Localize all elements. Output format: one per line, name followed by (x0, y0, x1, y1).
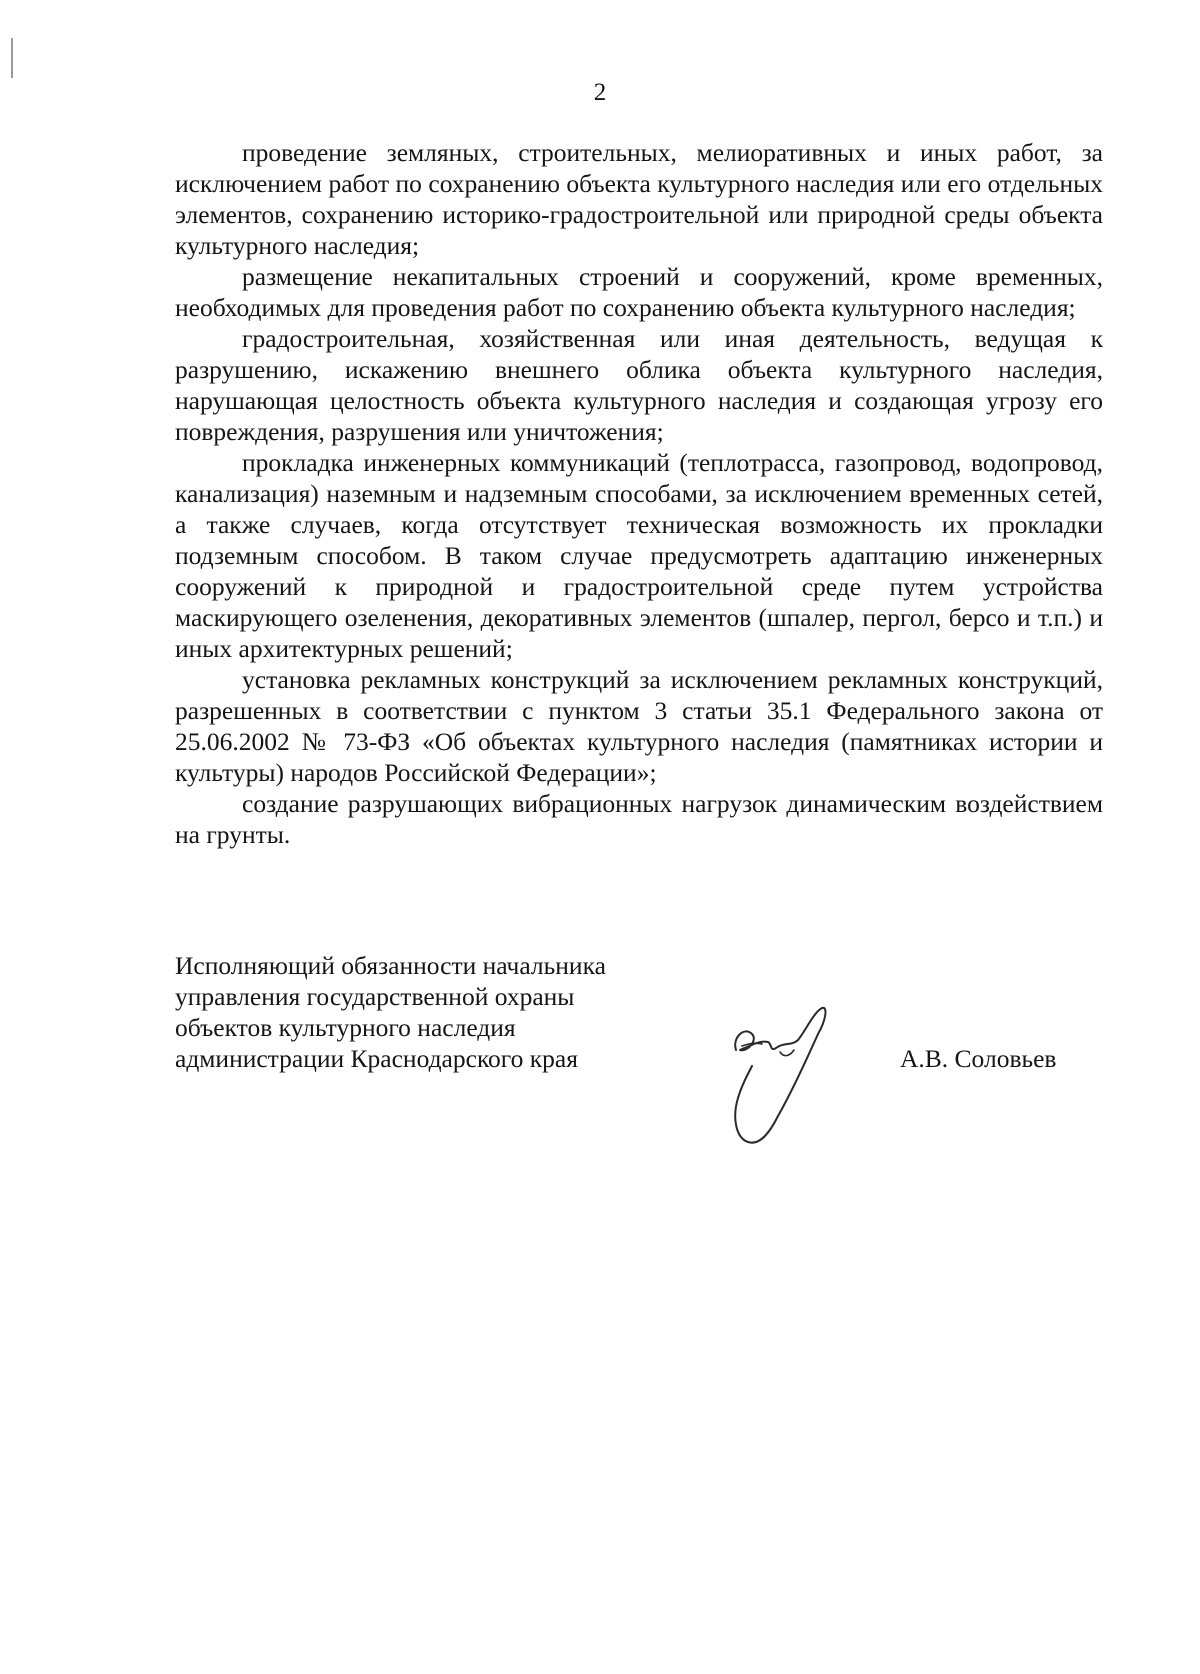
signer-name: А.В. Соловьев (900, 1044, 1057, 1073)
paragraph-vibration: создание разрушающих вибрационных нагрузок динамическим воздействием на грунты. (175, 789, 1103, 849)
page-number: 2 (593, 79, 607, 106)
position-line: администрации Краснодарского края (175, 1044, 578, 1073)
paragraph-advertising: установка рекламных конструкций за исключением рекламных конструкций, разрешенных в соответствии с пунктом 3 статьи 35.1 Федерального закона от 25.06.2002 № 73-ФЗ «Об объектах культурного наследия (памятниках истории и культуры) народов Российской Федерации»; (175, 665, 1103, 787)
paragraph-utilities: прокладка инженерных коммуникаций (теплотрасса, газопровод, водопровод, канализация) наземным и надземным способами, за исключением временных сетей, а также случаев, когда отсутствует техническая возможность их прокладки подземным способом. В таком случае предусмотреть адаптацию инженерных сооружений к природной и градостроительной среде путем устройства маскирующего озеленения, декоративных элементов (шпалер, пергол, берсо и т.п.) и иных архитектурных решений; (175, 448, 1103, 663)
paragraph-earthworks: проведение земляных, строительных, мелиоративных и иных работ, за исключением работ по сохранению объекта культурного наследия или его отдельных элементов, сохранению историко-градостроительной или природной среды объекта культурного наследия; (175, 138, 1103, 260)
signatory-position (175, 950, 695, 1074)
position-line: объектов культурного наследия (175, 1013, 516, 1042)
position-line: управления государственной охраны (175, 982, 575, 1011)
document-body (175, 137, 1103, 850)
paragraph-urban-activity: градостроительная, хозяйственная или иная деятельность, ведущая к разрушению, искажению внешнего облика объекта культурного наследия, нарушающая целостность объекта культурного наследия и создающая угрозу его повреждения, разрушения или уничтожения; (175, 324, 1103, 446)
handwritten-signature (722, 1000, 832, 1148)
position-line: Исполняющий обязанности начальника (175, 951, 606, 980)
paragraph-temporary-structures: размещение некапитальных строений и сооружений, кроме временных, необходимых для проведения работ по сохранению объекта культурного наследия; (175, 262, 1103, 322)
scan-edge-mark (11, 38, 13, 78)
